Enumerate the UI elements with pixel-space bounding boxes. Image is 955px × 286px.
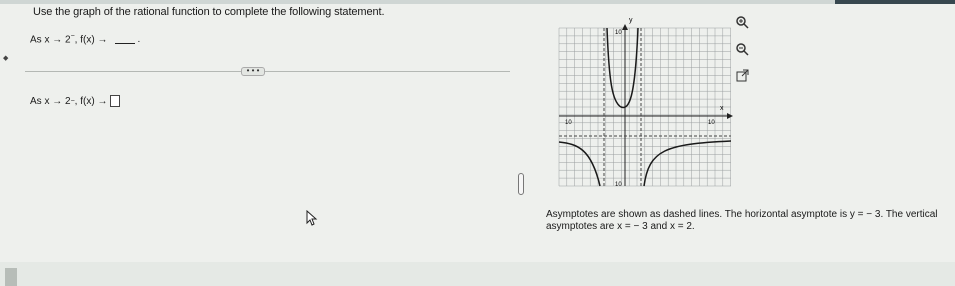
x-tick-right: 10 [708, 120, 715, 126]
statement-superscript: − [70, 33, 75, 40]
y-tick-bottom: 10 [615, 182, 622, 188]
expand-icon[interactable] [733, 67, 751, 85]
mouse-cursor-icon [306, 210, 318, 226]
x-axis-arrow [727, 113, 733, 119]
question-instruction: Use the graph of the rational function to complete the following statement. [33, 6, 385, 18]
zoom-out-icon[interactable] [733, 40, 751, 58]
asymptote-note [546, 209, 951, 233]
right-branch-curve [644, 141, 731, 186]
left-branch-curve [559, 142, 600, 186]
x-axis-label: x [720, 105, 724, 112]
top-strip-accent [835, 0, 955, 4]
answer-middle: , f(x) → [74, 95, 108, 107]
section-divider [25, 71, 510, 72]
top-progress-strip [0, 0, 955, 4]
graph-tools [733, 13, 753, 94]
statement-text [30, 33, 140, 45]
y-axis-label: y [629, 17, 633, 24]
zoom-in-icon[interactable] [733, 13, 751, 31]
collapse-marker[interactable]: ◆ [3, 55, 9, 62]
graph-grid [559, 28, 731, 186]
answer-input[interactable] [110, 95, 120, 107]
bottom-tab[interactable] [5, 268, 17, 286]
more-button[interactable]: • • • [241, 67, 265, 76]
panel-resize-handle[interactable] [518, 173, 524, 195]
answer-superscript: − [70, 97, 75, 105]
statement-blank [115, 43, 135, 44]
asymptote-note-line1: Asymptotes are shown as dashed lines. The horizontal asymptote is y = − 3. The vertical [546, 209, 938, 220]
x-tick-left: 10 [565, 120, 572, 126]
answer-prefix: As x → 2 [30, 95, 71, 107]
rational-function-graph [555, 10, 735, 190]
y-axis-arrow [622, 24, 628, 30]
asymptote-note-line2: asymptotes are x = − 3 and x = 2. [546, 221, 695, 232]
statement-prefix: As x → 2 [30, 34, 71, 46]
bottom-bar [0, 262, 955, 286]
y-tick-top: 10 [615, 30, 622, 36]
statement-end: . [137, 34, 141, 46]
statement-middle: , f(x) → [74, 34, 108, 46]
answer-row [30, 95, 120, 107]
